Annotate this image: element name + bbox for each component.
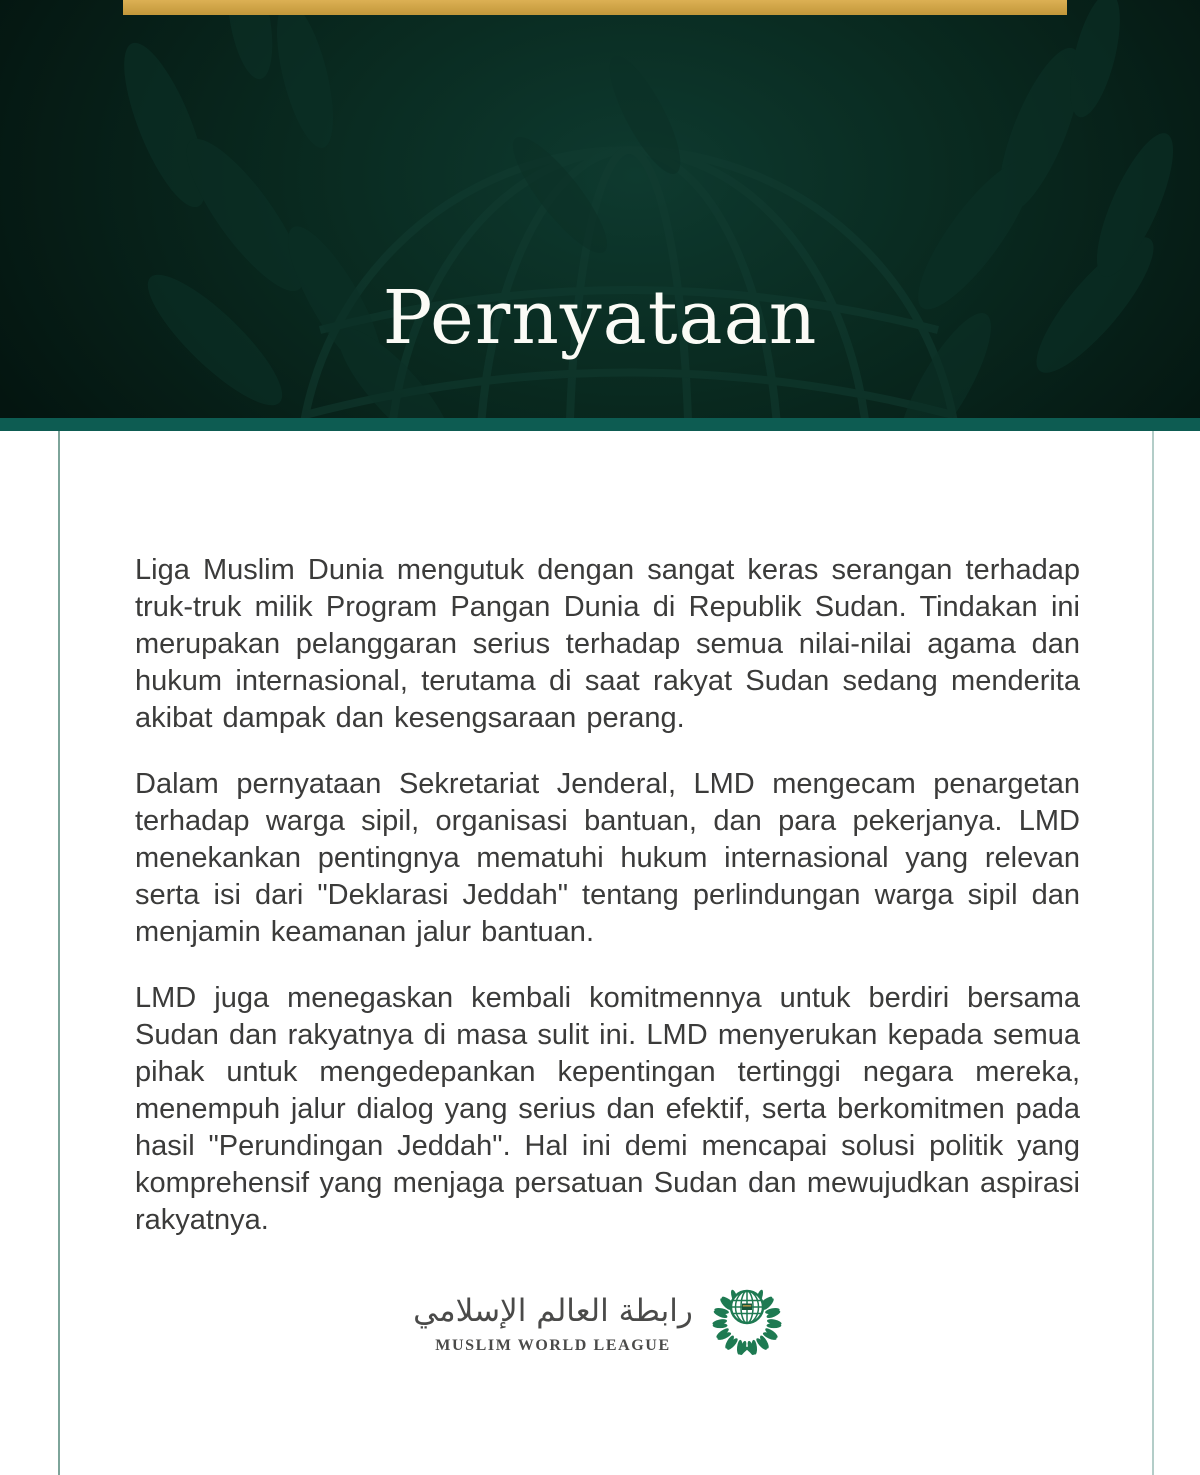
mwl-wordmark <box>413 1291 693 1355</box>
mwl-logo <box>0 1281 1200 1355</box>
gold-accent-bar <box>123 0 1067 15</box>
page-title: Pernyataan <box>382 275 818 361</box>
header-banner <box>0 0 1200 418</box>
statement-paragraph-1: Liga Muslim Dunia mengutuk dengan sangat keras serangan terhadap truk-truk milik Program Pangan Dunia di Republik Sudan. Tindakan ini merupakan pelanggaran serius terhadap semua nilai-nilai agama dan hukum internasional, terutama di saat rakyat Sudan sedang menderita akibat dampak dan kesengsaraan perang. <box>135 554 1080 734</box>
statement-text <box>135 552 1080 1239</box>
statement-body <box>0 431 1200 1475</box>
teal-divider <box>0 418 1200 431</box>
mwl-latin-wordmark: MUSLIM WORLD LEAGUE <box>435 1337 671 1354</box>
kaaba-icon <box>742 1304 752 1311</box>
mwl-arabic-wordmark: رابطة العالم الإسلامي <box>413 1293 693 1329</box>
statement-paragraph-2: Dalam pernyataan Sekretariat Jenderal, LMD mengecam penargetan terhadap warga sipil, organisasi bantuan, dan para pekerjanya. LMD menekankan pentingnya mematuhi hukum internasional yang relevan serta isi dari "Deklarasi Jeddah" tentang perlindungan warga sipil dan menjamin keamanan jalur bantuan. <box>135 768 1080 948</box>
statement-paragraph-3: LMD juga menegaskan kembali komitmennya untuk berdiri bersama Sudan dan rakyatnya di masa sulit ini. LMD menyerukan kepada semua pihak untuk mengedepankan kepentingan tertinggi negara mereka, menempuh jalur dialog yang serius dan efektif, serta berkomitmen pada hasil "Perundingan Jeddah". Hal ini demi mencapai solusi politik yang komprehensif yang menjaga persatuan Sudan dan mewujudkan aspirasi rakyatnya. <box>135 982 1080 1236</box>
mwl-emblem-icon <box>707 1281 787 1355</box>
